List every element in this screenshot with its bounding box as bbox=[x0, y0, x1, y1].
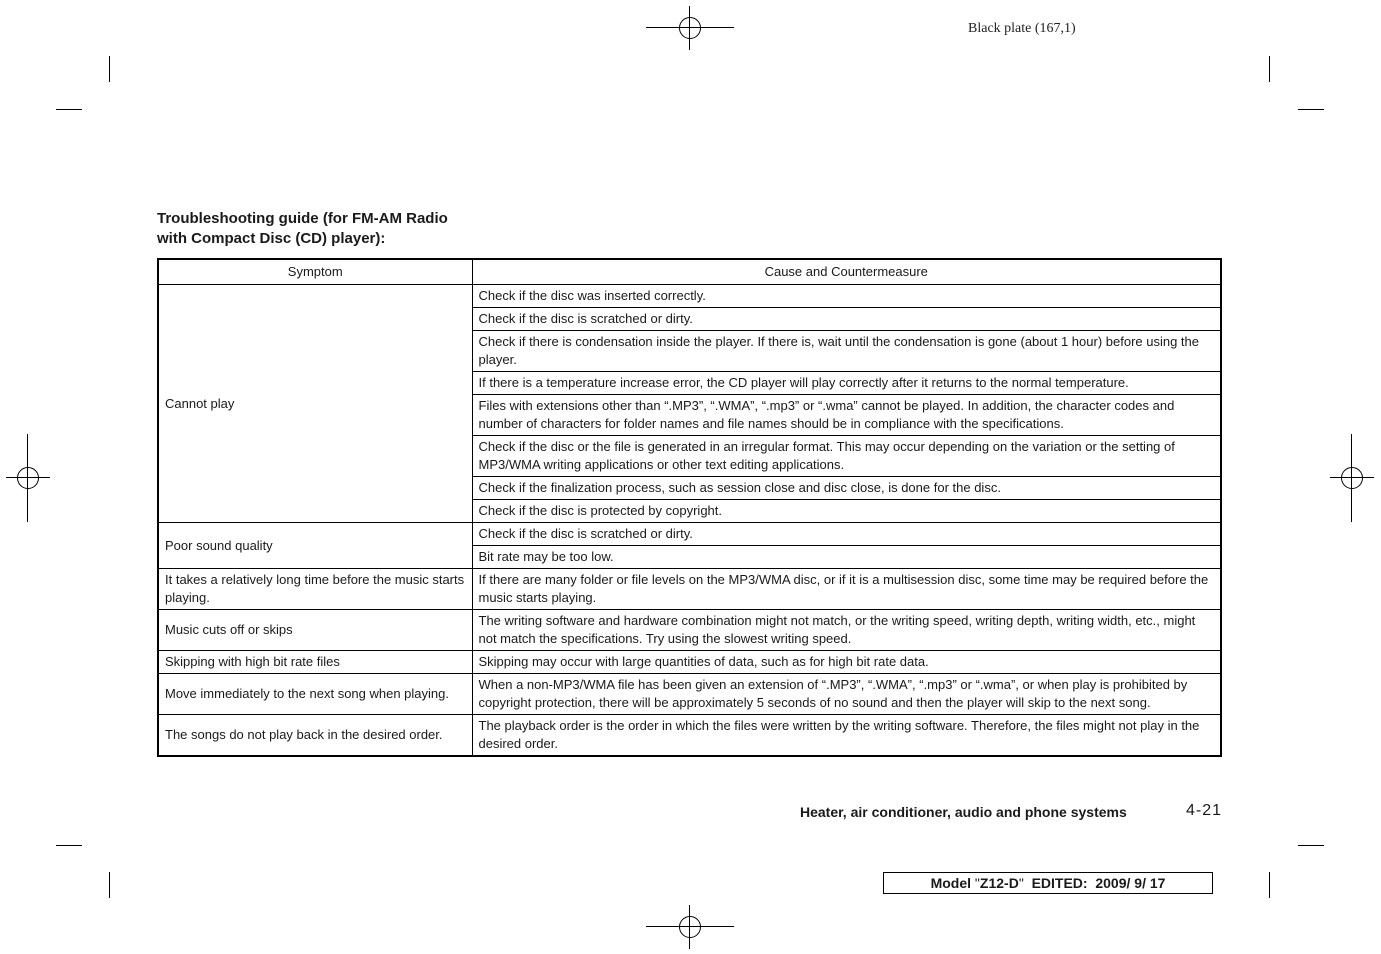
registration-line bbox=[689, 905, 690, 949]
crop-mark bbox=[1269, 56, 1270, 82]
cause-cell: If there are many folder or file levels on the MP3/WMA disc, or if it is a multisession disc, some time may be required before the music starts playing. bbox=[472, 569, 1221, 610]
symptom-cell: Skipping with high bit rate files bbox=[158, 651, 472, 674]
cause-cell: The writing software and hardware combination might not match, or the writing speed, writing depth, writing width, etc., might not match the specifications. Try using the slowest writing speed. bbox=[472, 610, 1221, 651]
model-quote-close: " bbox=[1018, 875, 1024, 891]
registration-line bbox=[27, 434, 28, 522]
section-heading-line2: with Compact Disc (CD) player): bbox=[157, 230, 386, 247]
crop-mark bbox=[56, 845, 82, 846]
table-row bbox=[158, 285, 1221, 308]
cause-cell: Check if there is condensation inside the player. If there is, wait until the condensation is gone (about 1 hour) before using the player. bbox=[472, 331, 1221, 372]
symptom-cell: Poor sound quality bbox=[158, 523, 472, 569]
table-row bbox=[158, 715, 1221, 757]
footer-section-title: Heater, air conditioner, audio and phone systems bbox=[800, 804, 1127, 820]
registration-line bbox=[1330, 477, 1374, 478]
registration-line bbox=[646, 926, 734, 927]
table-body bbox=[158, 285, 1221, 757]
registration-line bbox=[689, 6, 690, 50]
symptom-cell: Move immediately to the next song when playing. bbox=[158, 674, 472, 715]
table-row bbox=[158, 569, 1221, 610]
page-number: 4-21 bbox=[1186, 802, 1223, 819]
crop-mark bbox=[109, 872, 110, 898]
section-heading-line1: Troubleshooting guide (for FM-AM Radio bbox=[157, 210, 448, 227]
registration-line bbox=[1351, 434, 1352, 522]
model-quote-open: " bbox=[974, 875, 980, 891]
cause-cell: Check if the disc is scratched or dirty. bbox=[472, 308, 1221, 331]
section-heading bbox=[157, 209, 448, 249]
symptom-cell: Cannot play bbox=[158, 285, 472, 523]
crop-mark bbox=[1298, 109, 1324, 110]
registration-line bbox=[646, 27, 734, 28]
table-header-row bbox=[158, 259, 1221, 285]
registration-line bbox=[6, 477, 50, 478]
edited-label: EDITED: bbox=[1031, 875, 1088, 891]
cause-cell: Skipping may occur with large quantities of data, such as for high bit rate data. bbox=[472, 651, 1221, 674]
cause-cell: Bit rate may be too low. bbox=[472, 546, 1221, 569]
cause-cell: The playback order is the order in which the files were written by the writing software. Therefore, the files might not play in the desired order. bbox=[472, 715, 1221, 757]
cause-cell: Check if the disc or the file is generated in an irregular format. This may occur depending on the variation or the setting of MP3/WMA writing applications or other text editing applications. bbox=[472, 436, 1221, 477]
cause-cell: When a non-MP3/WMA file has been given an extension of “.MP3”, “.WMA”, “.mp3” or “.wma”, or when play is prohibited by copyright protection, there will be approximately 5 seconds of no sound and then the player will skip to the next song. bbox=[472, 674, 1221, 715]
cause-cell: Check if the disc is scratched or dirty. bbox=[472, 523, 1221, 546]
crop-mark bbox=[1269, 872, 1270, 898]
registration-mark-bottom bbox=[673, 910, 707, 944]
edited-date: 2009/ 9/ 17 bbox=[1095, 875, 1166, 891]
crop-mark bbox=[109, 56, 110, 82]
symptom-cell: The songs do not play back in the desired order. bbox=[158, 715, 472, 757]
column-header-symptom: Symptom bbox=[158, 259, 472, 285]
table-row bbox=[158, 651, 1221, 674]
symptom-cell: It takes a relatively long time before the music starts playing. bbox=[158, 569, 472, 610]
model-box bbox=[883, 872, 1213, 894]
cause-cell: Check if the disc is protected by copyright. bbox=[472, 500, 1221, 523]
registration-mark-left bbox=[11, 461, 45, 495]
cause-cell: Check if the disc was inserted correctly. bbox=[472, 285, 1221, 308]
troubleshooting-table bbox=[157, 258, 1222, 757]
symptom-cell: Music cuts off or skips bbox=[158, 610, 472, 651]
plate-label: Black plate (167,1) bbox=[968, 21, 1076, 36]
model-code: Z12-D bbox=[979, 875, 1019, 891]
registration-mark-right bbox=[1335, 461, 1369, 495]
table-row bbox=[158, 674, 1221, 715]
crop-mark bbox=[1298, 845, 1324, 846]
column-header-cause: Cause and Countermeasure bbox=[472, 259, 1221, 285]
cause-cell: Check if the finalization process, such as session close and disc close, is done for the disc. bbox=[472, 477, 1221, 500]
cause-cell: Files with extensions other than “.MP3”, “.WMA”, “.mp3” or “.wma” cannot be played. In addition, the character codes and number of characters for folder names and file names should be in compliance with the specifications. bbox=[472, 395, 1221, 436]
cause-cell: If there is a temperature increase error, the CD player will play correctly after it returns to the normal temperature. bbox=[472, 372, 1221, 395]
crop-mark bbox=[56, 109, 82, 110]
model-label: Model bbox=[930, 875, 972, 891]
registration-mark-top bbox=[673, 11, 707, 45]
table-row bbox=[158, 610, 1221, 651]
table-row bbox=[158, 523, 1221, 546]
